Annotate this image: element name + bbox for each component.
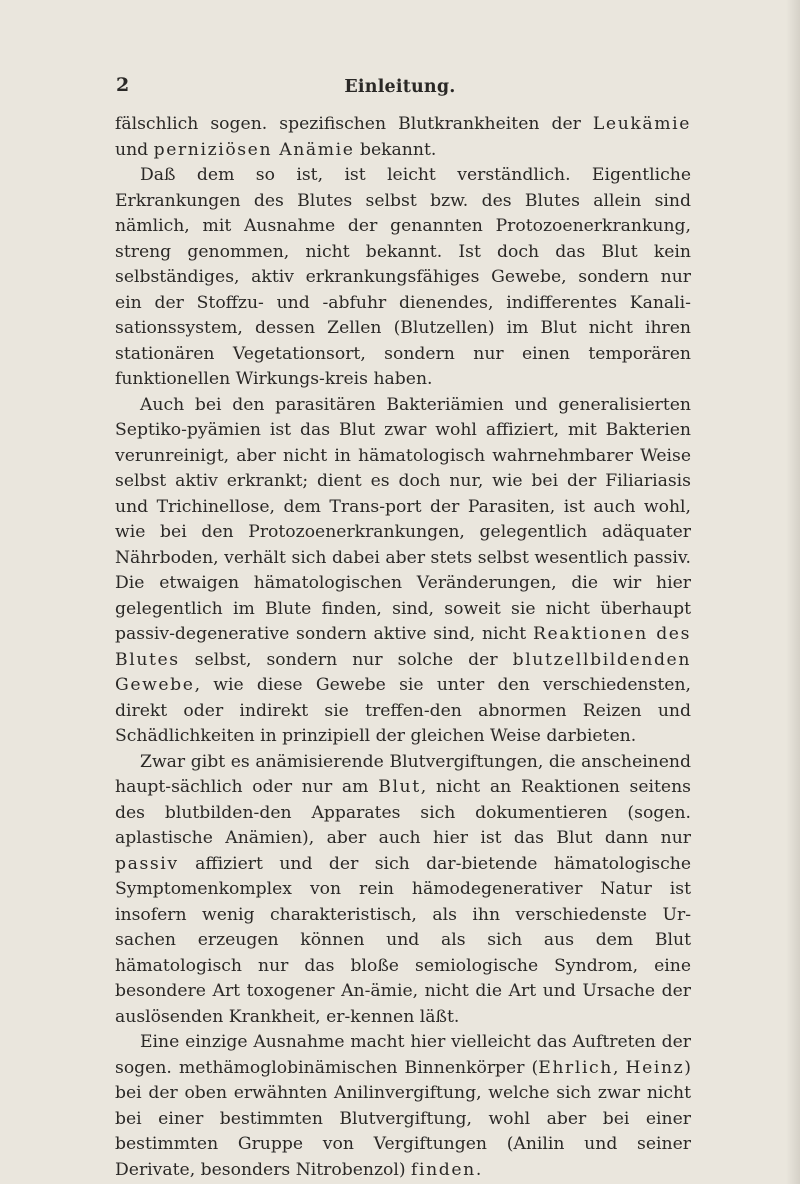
text-segment: und [115, 139, 154, 160]
text-segment: Daß dem so ist, ist leicht verständlich. Eigentliche Erkrankungen des Blutes selbst bzw. des Blutes allein sind nämlich, mit Ausnahme der genannten Protozoenerkrankung, streng genommen, nicht bekannt. Ist doch das Blut kein selbständiges, aktiv erkrankungsfähiges Gewebe, sondern nur ein der Stoffzu- und -abfuhr dienendes, indifferentes Kanali-sationssystem, dessen Zellen (Blutzellen) im Blut nicht ihren stationären Vegetationsort, sondern nur einen temporären funktionellen Wirkungs-kreis haben. [115, 165, 691, 389]
spaced-term-leukaemie: Leukämie [592, 114, 691, 134]
paragraph-2 [115, 163, 691, 393]
page-edge-shadow [786, 0, 800, 1184]
text-segment: selbst, sondern nur solche der [179, 649, 513, 670]
text-segment: ) bei der oben erwähnten Anilinvergiftung, welche sich zwar nicht bei einer bestimmten Blutvergiftung, wohl aber bei einer bestimmten Gruppe von Vergiftungen (Anilin und seiner Derivate, besonders Nitrobenzol) [115, 1057, 691, 1180]
text-segment: Zwar gibt es anämisierende Blutvergiftungen, die anscheinend haupt-sächlich oder nur am [115, 751, 691, 797]
paragraph-4 [115, 750, 691, 1031]
running-head: Einleitung. [344, 77, 456, 97]
spaced-term-passiv: passiv [115, 853, 179, 874]
text-segment: , nicht an Reaktionen seitens des blutbilden-den Apparates sich dokumentieren (sogen. aplastische Anämien), aber auch hier ist das Blut dann nur [115, 777, 691, 848]
spaced-term-perniziose-anaemie: perniziösen Anämie [153, 139, 355, 160]
text-segment: , wie diese Gewebe sie unter den verschiedensten, direkt oder indirekt sie treffen-den abnormen Reizen und Schädlichkeiten in prinzipiell der gleichen Weise darbieten. [115, 675, 691, 746]
spaced-term-reaktionen: Reaktionen des Blutes [115, 624, 691, 670]
spaced-name-heinz: Heinz [625, 1057, 685, 1078]
paragraph-5 [115, 1030, 691, 1183]
paragraph-3 [115, 393, 691, 750]
spaced-term-finden: finden [411, 1159, 476, 1180]
text-segment: Auch bei den parasitären Bakteriämien und generalisierten Septiko-pyämien ist das Blut zwar wohl affiziert, mit Bakterien verunreinigt, aber nicht in hämatologisch wahrnehmbarer Weise selbst aktiv erkrankt; dient es doch nur, wie bei der Filiariasis und Trichinellose, dem Trans-port der Parasiten, ist auch wohl, wie bei den Protozoenerkrankungen, gelegentlich adäquater Nährboden, verhält sich dabei aber stets selbst wesentlich passiv. Die etwaigen hämatologischen Veränderungen, die wir hier gelegentlich im Blute finden, sind, soweit sie nicht überhaupt passiv-degenerative sondern aktive sind, nicht [115, 394, 691, 644]
text-segment: . [475, 1159, 482, 1180]
spaced-term-blutzellbildenden-gewebe: blutzellbildenden Gewebe [115, 649, 691, 695]
page-number: 2 [116, 74, 130, 96]
body-text [115, 112, 691, 1183]
text-segment: affiziert und der sich dar-bietende hämatologische Symptomenkomplex von rein hämodegenerativer Natur ist insofern wenig charakteristisch, als ihn verschiedenste Ur-sachen erzeugen können und als sich aus dem Blut hämatologisch nur das bloße semiologische Syndrom, eine besondere Art toxogener An-ämie, nicht die Art und Ursache der auslösenden Krankheit, er-kennen läßt. [115, 853, 691, 1027]
text-segment: fälschlich sogen. spezifischen Blutkrankheiten der [115, 114, 593, 134]
spaced-term-blut: Blut [378, 777, 421, 797]
spaced-name-ehrlich: Ehrlich [538, 1057, 613, 1078]
paragraph-1 [115, 112, 691, 163]
text-segment: Eine einzige Ausnahme macht hier vielleicht das Auftreten der sogen. methämoglobinämischen Binnenkörper ( [115, 1032, 691, 1078]
text-segment: bekannt. [354, 139, 437, 160]
text-segment: , [612, 1057, 626, 1078]
